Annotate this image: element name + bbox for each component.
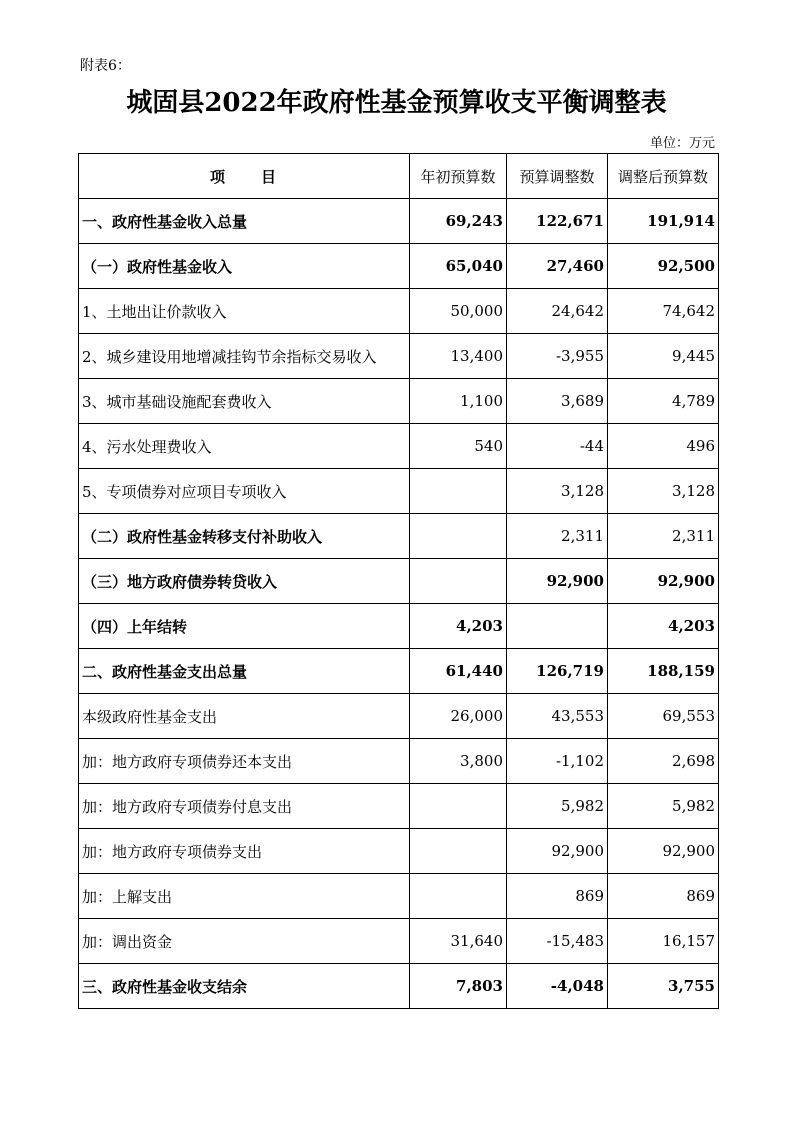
cell-adjust: -3,955 [507,334,608,379]
table-row [79,739,719,784]
table-row [79,379,719,424]
cell-adjust: 3,689 [507,379,608,424]
row-label: 2、城乡建设用地增减挂钩节余指标交易收入 [79,334,410,379]
cell-adjust: -1,102 [507,739,608,784]
table-row [79,784,719,829]
header-adjusted: 调整后预算数 [608,154,719,199]
table-row [79,604,719,649]
table-row [79,649,719,694]
cell-adjusted: 5,982 [608,784,719,829]
cell-adjusted: 3,128 [608,469,719,514]
cell-adjusted: 74,642 [608,289,719,334]
row-label: 二、政府性基金支出总量 [79,649,410,694]
row-label: 三、政府性基金收支结余 [79,964,410,1009]
row-label: （三）地方政府债券转贷收入 [79,559,410,604]
cell-adjust: 92,900 [507,829,608,874]
cell-adjusted: 869 [608,874,719,919]
table-row [79,289,719,334]
cell-adjusted: 4,789 [608,379,719,424]
cell-initial [410,559,507,604]
table-row [79,199,719,244]
cell-adjusted: 4,203 [608,604,719,649]
unit-label: 单位：万元 [649,136,715,151]
cell-adjusted: 2,311 [608,514,719,559]
cell-initial [410,784,507,829]
cell-initial: 65,040 [410,244,507,289]
cell-adjusted: 92,500 [608,244,719,289]
cell-initial: 50,000 [410,289,507,334]
cell-adjusted: 69,553 [608,694,719,739]
cell-adjust [507,604,608,649]
table-row [79,694,719,739]
cell-initial: 61,440 [410,649,507,694]
row-label: 加：地方政府专项债券支出 [79,829,410,874]
table-row [79,469,719,514]
cell-initial: 4,203 [410,604,507,649]
cell-initial: 7,803 [410,964,507,1009]
attachment-label: 附表6： [80,58,131,74]
cell-adjusted: 9,445 [608,334,719,379]
row-label: 3、城市基础设施配套费收入 [79,379,410,424]
cell-adjust: 869 [507,874,608,919]
cell-adjust: 126,719 [507,649,608,694]
cell-adjusted: 496 [608,424,719,469]
table-row [79,919,719,964]
row-label: （四）上年结转 [79,604,410,649]
row-label: 本级政府性基金支出 [79,694,410,739]
table-row [79,334,719,379]
cell-adjust: 24,642 [507,289,608,334]
cell-adjust: 27,460 [507,244,608,289]
budget-table [78,153,719,1009]
cell-initial: 69,243 [410,199,507,244]
cell-initial: 26,000 [410,694,507,739]
row-label: 加：调出资金 [79,919,410,964]
cell-adjust: -15,483 [507,919,608,964]
row-label: （一）政府性基金收入 [79,244,410,289]
cell-adjust: -44 [507,424,608,469]
header-initial: 年初预算数 [410,154,507,199]
row-label: 一、政府性基金收入总量 [79,199,410,244]
cell-adjusted: 188,159 [608,649,719,694]
row-label: 1、土地出让价款收入 [79,289,410,334]
table-row [79,874,719,919]
cell-adjusted: 92,900 [608,829,719,874]
table-header-row [79,154,719,199]
row-label: 加：地方政府专项债券付息支出 [79,784,410,829]
row-label: 4、污水处理费收入 [79,424,410,469]
cell-initial [410,874,507,919]
cell-adjusted: 3,755 [608,964,719,1009]
cell-adjust: 43,553 [507,694,608,739]
cell-adjust: -4,048 [507,964,608,1009]
cell-adjusted: 16,157 [608,919,719,964]
cell-initial: 31,640 [410,919,507,964]
table-body [79,199,719,1009]
table-row [79,244,719,289]
table-row [79,514,719,559]
table-row [79,559,719,604]
cell-initial: 3,800 [410,739,507,784]
cell-initial: 1,100 [410,379,507,424]
cell-initial [410,514,507,559]
row-label: 加：上解支出 [79,874,410,919]
cell-adjust: 5,982 [507,784,608,829]
table-row [79,424,719,469]
cell-adjust: 122,671 [507,199,608,244]
row-label: 5、专项债券对应项目专项收入 [79,469,410,514]
cell-initial [410,829,507,874]
table-row [79,829,719,874]
cell-initial: 540 [410,424,507,469]
row-label: （二）政府性基金转移支付补助收入 [79,514,410,559]
header-item: 项 目 [79,154,410,199]
page-title: 城固县2022年政府性基金预算收支平衡调整表 [126,88,667,118]
row-label: 加：地方政府专项债券还本支出 [79,739,410,784]
header-adjust: 预算调整数 [507,154,608,199]
table-row [79,964,719,1009]
cell-adjust: 92,900 [507,559,608,604]
cell-adjust: 2,311 [507,514,608,559]
cell-adjusted: 2,698 [608,739,719,784]
cell-adjusted: 92,900 [608,559,719,604]
cell-adjusted: 191,914 [608,199,719,244]
cell-initial [410,469,507,514]
cell-initial: 13,400 [410,334,507,379]
cell-adjust: 3,128 [507,469,608,514]
